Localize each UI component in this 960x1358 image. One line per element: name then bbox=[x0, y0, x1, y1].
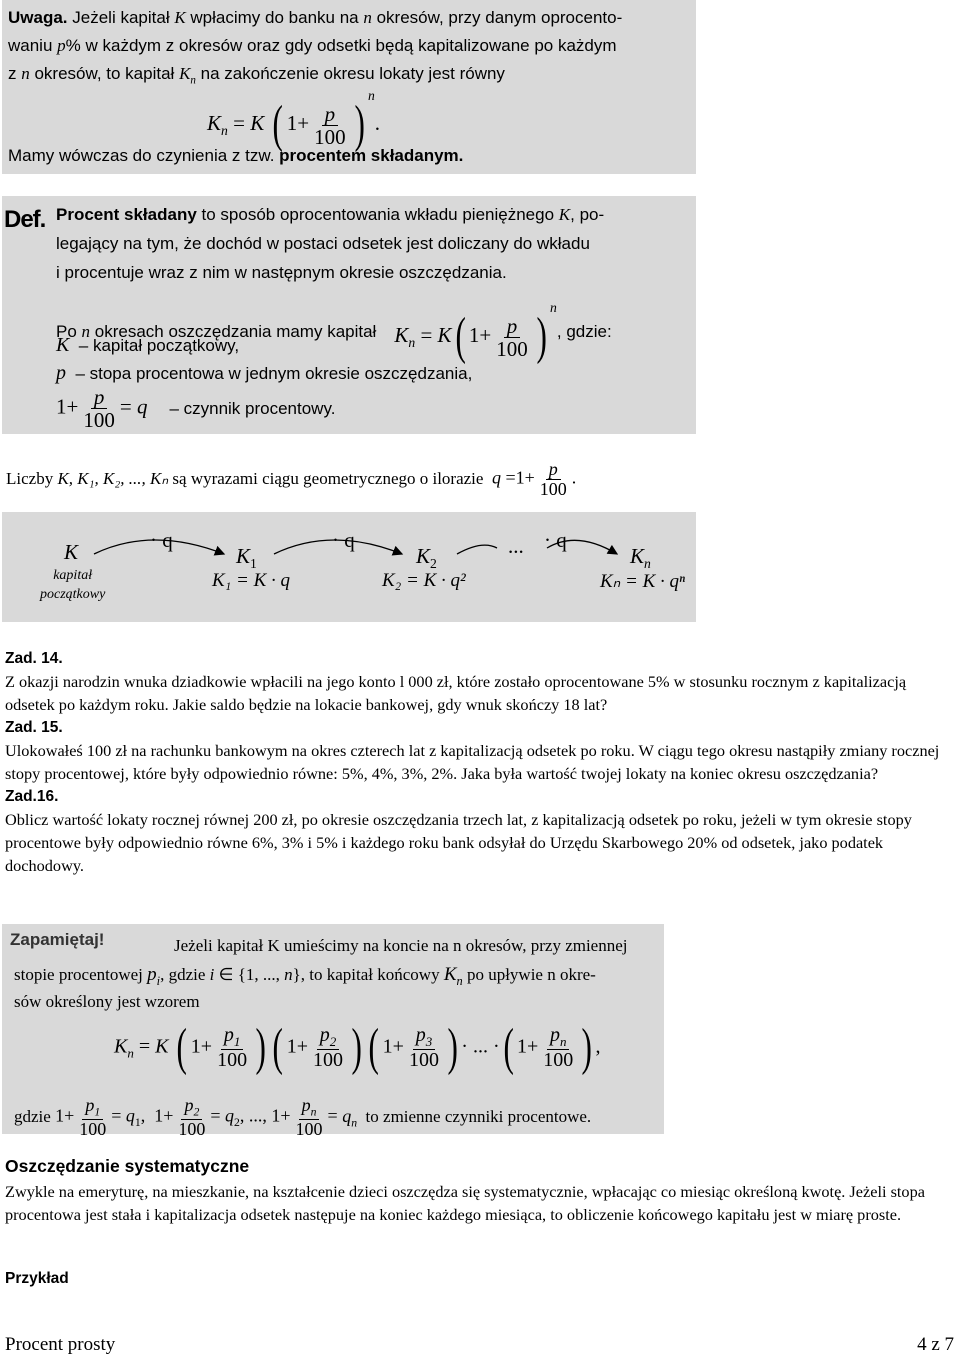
uwaga-line1: Uwaga. Jeżeli kapitał K wpłacimy do banku na n okresów, przy danym oprocento- bbox=[8, 8, 623, 27]
arrow-3-start bbox=[457, 545, 497, 554]
remember-line1: Jeżeli kapitał K umieścimy na koncie na n okresów, przy zmiennej bbox=[174, 936, 628, 955]
def-line7: 1+ $\frac{p}{100}$ = q – czynnik procentowy. bbox=[56, 385, 336, 433]
initial-capital-caption: kapitał początkowy bbox=[40, 568, 106, 602]
node-k2: $K_2$ bbox=[416, 544, 437, 572]
mult-2: · q bbox=[332, 528, 355, 552]
remember-line2: stopie procentowej $p_i$, gdzie i ∈ {1, ..., n}, to kapitał końcowy $K_n$ po upływie n okre- bbox=[14, 964, 596, 988]
uwaga-line3: z n okresów, to kapitał $K_n$ na zakończenie okresu lokaty jest równy bbox=[8, 64, 505, 87]
compound-formula: $K_n = K$ ( 1+ $\frac{p}{100}$ )$^n$. bbox=[207, 88, 381, 154]
remember-line3: sów określony jest wzorem bbox=[14, 992, 200, 1011]
tasks bbox=[5, 647, 955, 877]
node-kn: $K_n$ bbox=[630, 544, 651, 572]
def-line1: Procent składany to sposób oprocentowania wkładu pieniężnego K, po- bbox=[56, 205, 605, 224]
uwaga-label: Uwaga. bbox=[8, 8, 68, 27]
def-line2: legający na tym, że dochód w postaci odsetek jest doliczany do wkładu bbox=[56, 234, 590, 253]
variable-rate-formula: $K_n = K$ ( 1+ $\frac{p_1}{100}$ ) ( 1+ $\frac{p_2}{100}$ ) ( 1+ $\frac{p_3}{100}$ ) · ... ·( 1+ $\frac{p_n}{100}$ ) , bbox=[114, 1019, 601, 1076]
uwaga-line5: Mamy wówczas do czynienia z tzw. procentem składanym. bbox=[8, 146, 464, 165]
task-14: Zad. 14. Z okazji narodzin wnuka dziadkowie wpłacili na jego konto l 000 zł, które zostało oprocentowane 5% w stosunku rocznym z kapitalizacją odsetek po każdym roku. Jakie saldo będzie na lokacie bankowej, gdy wnuk skończy 18 lat? bbox=[5, 650, 907, 714]
k1-formula: K₁ = K · q bbox=[212, 570, 291, 591]
page-number: 4 z 7 bbox=[917, 1334, 954, 1355]
footer-title: Procent prosty bbox=[5, 1334, 116, 1355]
definition-box bbox=[2, 196, 696, 434]
example-heading: Przykład bbox=[5, 1270, 69, 1287]
mult-1: · q bbox=[150, 528, 173, 552]
def-line3: i procentuje wraz z nim w następnym okresie oszczędzania. bbox=[56, 263, 507, 282]
def-label: Def. bbox=[4, 206, 46, 233]
node-k1: $K_1$ bbox=[236, 544, 257, 572]
def-line5: K – kapitał początkowy, bbox=[56, 334, 240, 356]
k2-formula: K₂ = K · q² bbox=[382, 570, 466, 591]
section-body: Zwykle na emeryturę, na mieszkanie, na kształcenie dzieci oszczędza się systematycznie, wpłacając co miesiąc określoną kwotę. Jeżeli stopa procentowa jest stała i kapitalizacja odsetek następuje na koniec każdego miesiąca, to obliczenie końcowego kapitału jest w miarę proste. bbox=[5, 1182, 925, 1224]
sequence-dots: ... bbox=[508, 534, 524, 558]
mult-3: · q bbox=[544, 528, 567, 552]
task-16: Zad.16. Oblicz wartość lokaty rocznej równej 200 zł, po okresie oszczędzania trzech lat, z kapitalizacją odsetek po roku, jeżeli w tym okresie stopy procentowe były odpowiednio równe 6%, 3% i 5% i każdego roku bank odsyłał do Urzędu Skarbowego 20% od odsetek, jako podatek dochodowy. bbox=[5, 788, 912, 875]
def-line4: Po n okresach oszczędzania mamy kapitał $K_n = K$( 1+ $\frac{p}{100}$ )$^n$ , gdzie: bbox=[56, 300, 612, 366]
remember-line5: gdzie 1+ $\frac{p_1}{100}$ = $q_1$, 1+ $\frac{p_2}{100}$ = $q_2$, ..., 1+ $\frac{p_n}{100}$ = $q_n$ to zmienne czynniki procentowe. bbox=[14, 1095, 592, 1139]
def-line6: p – stopa procentowa w jednym okresie oszczędzania, bbox=[56, 362, 473, 384]
remember-label: Zapamiętaj! bbox=[10, 930, 105, 949]
kn-formula: Kₙ = K · qⁿ bbox=[600, 571, 685, 592]
sequence-line: Liczby K, K₁, K₂, ..., Kₙ są wyrazami ciągu geometrycznego o ilorazie q =1+ $\frac{p}{100}$ . bbox=[6, 459, 577, 499]
sequence-diagram bbox=[2, 512, 696, 622]
uwaga-box bbox=[2, 0, 696, 174]
task-15: Zad. 15. Ulokowałeś 100 zł na rachunku bankowym na okres czterech lat z kapitalizacją odsetek po roku. W ciągu tego okresu nastąpiły zmiany rocznej stopy procentowej, które były odpowiednio równe: 5%, 4%, 3%, 2%. Jaka była wartość twojej lokaty na koniec okresu oszczędzania? bbox=[5, 719, 940, 783]
node-k: K bbox=[64, 540, 79, 564]
section-heading: Oszczędzanie systematyczne bbox=[5, 1156, 250, 1176]
remember-box bbox=[2, 924, 664, 1139]
uwaga-line2: waniu p% w każdym z okresów oraz gdy odsetki będą kapitalizowane po każdym bbox=[8, 36, 617, 55]
